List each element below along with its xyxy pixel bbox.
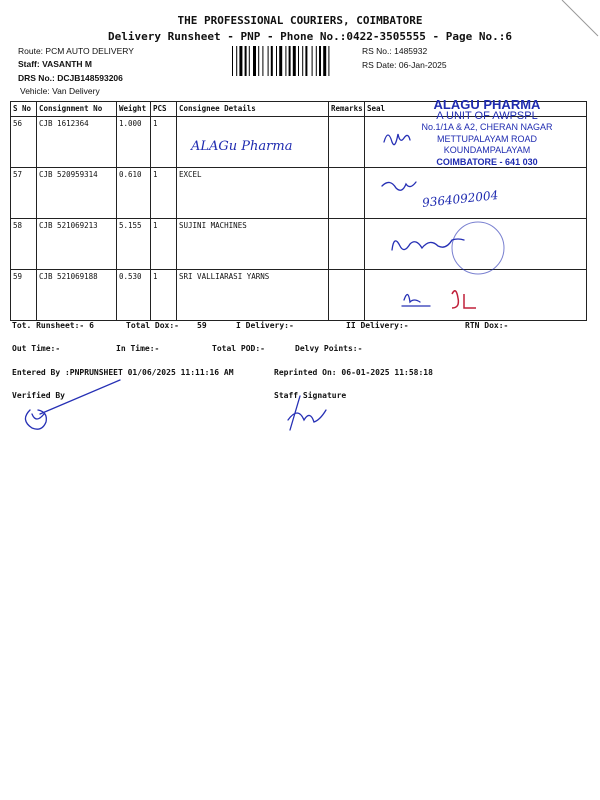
- table-row: [11, 270, 587, 321]
- handwritten-receiver: ALAGu Pharma: [191, 139, 293, 154]
- cell-consignee: [177, 117, 329, 168]
- rs-number: RS No.: 1485932: [362, 46, 428, 56]
- col-remarks: Remarks: [329, 102, 365, 117]
- out-time: Out Time:-: [12, 344, 61, 353]
- staff-signature: [288, 396, 326, 430]
- reprinted-on: Reprinted On: 06-01-2025 11:58:18: [274, 368, 433, 377]
- cell-consignment: CJB 521069188: [37, 270, 117, 321]
- total-runsheet: Tot. Runsheet:- 6: [12, 321, 94, 330]
- table-row: [11, 219, 587, 270]
- cell-pcs: 1: [151, 219, 177, 270]
- runsheet-subtitle: Delivery Runsheet - PNP - Phone No.:0422-3505555 - Page No.:6: [108, 30, 512, 43]
- delvy-points: Delvy Points:-: [295, 344, 363, 353]
- cell-consignee: SUJINI MACHINES: [177, 219, 329, 270]
- cell-pcs: 1: [151, 117, 177, 168]
- col-pcs: PCS: [151, 102, 177, 117]
- cell-sno: 56: [11, 117, 37, 168]
- cell-sno: 58: [11, 219, 37, 270]
- route-label: Route: PCM AUTO DELIVERY: [18, 46, 134, 56]
- cell-pcs: 1: [151, 168, 177, 219]
- vehicle-label: Vehicle: Van Delivery: [20, 86, 100, 96]
- col-consignee: Consignee Details: [177, 102, 329, 117]
- in-time: In Time:-: [116, 344, 160, 353]
- cell-consignment: CJB 521069213: [37, 219, 117, 270]
- cell-pcs: 1: [151, 270, 177, 321]
- drs-label: DRS No.: DCJB148593206: [18, 73, 123, 83]
- cell-weight: 1.000: [117, 117, 151, 168]
- cell-sno: 59: [11, 270, 37, 321]
- company-title: THE PROFESSIONAL COURIERS, COIMBATORE: [177, 14, 423, 27]
- staff-label: Staff: VASANTH M: [18, 59, 92, 69]
- cell-consignee: EXCEL: [177, 168, 329, 219]
- cell-remarks: [329, 219, 365, 270]
- cell-seal: [365, 219, 587, 270]
- cell-consignment: CJB 520959314: [37, 168, 117, 219]
- col-seal: Seal: [365, 102, 587, 117]
- cell-remarks: [329, 117, 365, 168]
- rs-date: RS Date: 06-Jan-2025: [362, 60, 447, 70]
- stamp-line3: No.1/1A & A2, CHERAN NAGAR: [421, 122, 553, 132]
- ii-delivery: II Delivery:-: [346, 321, 409, 330]
- cell-sno: 57: [11, 168, 37, 219]
- entered-by: Entered By :PNPRUNSHEET 01/06/2025 11:11:16 AM: [12, 368, 234, 377]
- cell-weight: 0.530: [117, 270, 151, 321]
- verified-signature: [25, 380, 120, 429]
- page-fold-mark: [560, 0, 600, 40]
- total-pod: Total POD:-: [212, 344, 265, 353]
- barcode-image: [232, 46, 357, 76]
- company-stamp: [392, 99, 582, 168]
- i-delivery: I Delivery:-: [236, 321, 294, 330]
- staff-signature-label: Staff Signature: [274, 391, 347, 400]
- col-sno: S No: [11, 102, 37, 117]
- cell-weight: 0.610: [117, 168, 151, 219]
- stamp-line2: A UNIT OF AWPSPL: [436, 109, 538, 122]
- cell-remarks: [329, 168, 365, 219]
- stamp-line4: METTUPALAYAM ROAD: [436, 133, 537, 144]
- total-dox-label: Total Dox:-: [126, 321, 179, 330]
- col-weight: Weight: [117, 102, 151, 117]
- cell-weight: 5.155: [117, 219, 151, 270]
- cell-consignee: SRI VALLIARASI YARNS: [177, 270, 329, 321]
- total-dox-value: 59: [197, 321, 207, 330]
- stamp-line5: KOUNDAMPALAYAM: [443, 145, 531, 155]
- rtn-dox: RTN Dox:-: [465, 321, 509, 330]
- verified-by-label: Verified By: [12, 391, 65, 400]
- handwritten-phone: 9364092004: [421, 188, 499, 210]
- cell-remarks: [329, 270, 365, 321]
- stamp-line6: COIMBATORE - 641 030: [436, 156, 538, 167]
- col-consignment: Consignment No: [37, 102, 117, 117]
- cell-consignment: CJB 1612364: [37, 117, 117, 168]
- table-row: [11, 168, 587, 219]
- cell-seal: [365, 270, 587, 321]
- stamp-line1: ALAGU PHARMA: [433, 97, 541, 112]
